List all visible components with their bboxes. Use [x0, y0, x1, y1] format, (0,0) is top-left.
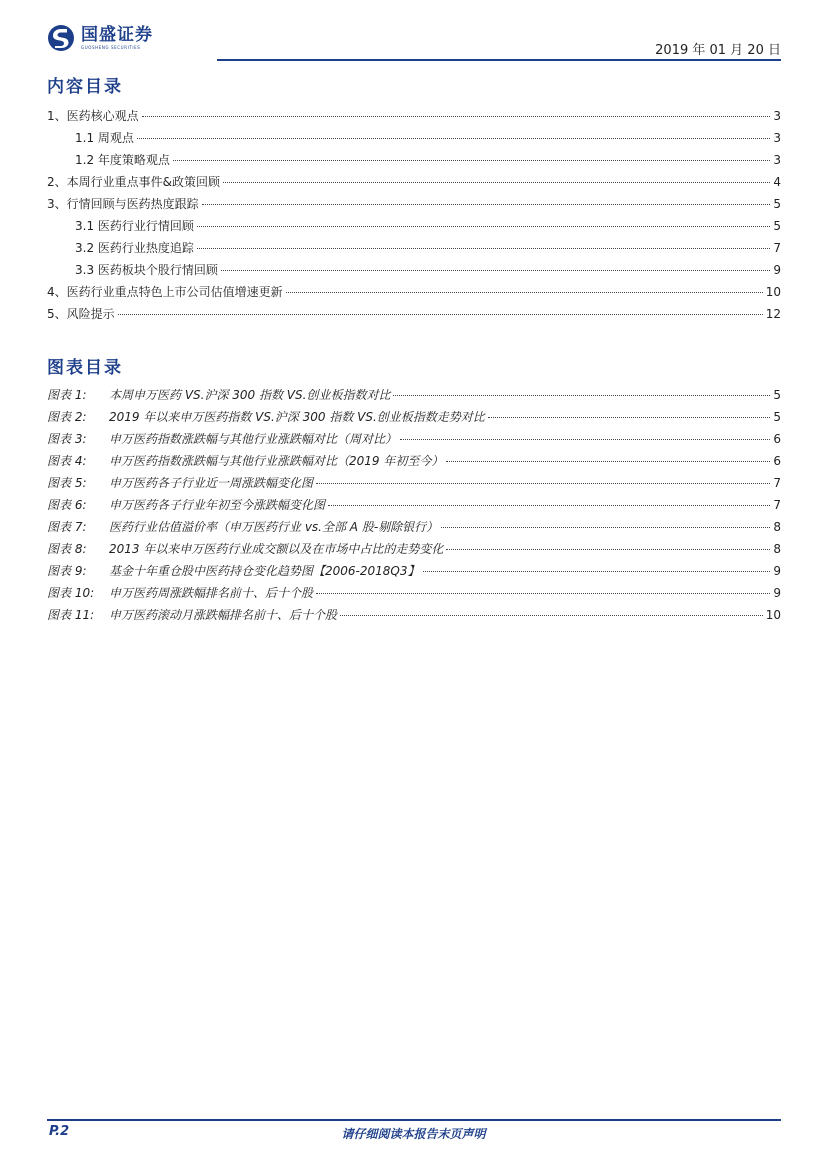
figure-entry-label: 申万医药周涨跌幅排名前十、后十个股	[109, 586, 314, 600]
toc-entry-page: 9	[773, 263, 781, 277]
figure-entry[interactable]	[47, 408, 781, 430]
logo-text: 国盛证券	[81, 24, 153, 45]
toc-entry-label: 5、风险提示	[47, 307, 115, 321]
dot-leader	[221, 270, 770, 271]
figure-entry-label: 申万医药滚动月涨跌幅排名前十、后十个股	[109, 608, 338, 622]
toc-entry-label: 3.2 医药行业热度追踪	[75, 241, 194, 255]
figure-entry[interactable]	[47, 496, 781, 518]
toc-entry[interactable]	[47, 151, 781, 173]
page-header	[47, 22, 781, 60]
figure-entry-page: 9	[773, 564, 781, 578]
toc-entry-page: 5	[773, 219, 781, 233]
toc-entry[interactable]	[47, 107, 781, 129]
figure-entry-number: 图表 9:	[47, 564, 87, 578]
toc-entry[interactable]	[47, 305, 781, 327]
toc-entry[interactable]	[47, 239, 781, 261]
dot-leader	[393, 395, 770, 396]
toc-entry-page: 4	[773, 175, 781, 189]
toc-entry[interactable]	[47, 173, 781, 195]
dot-leader	[223, 182, 770, 183]
figure-entry[interactable]	[47, 430, 781, 452]
figure-entry[interactable]	[47, 452, 781, 474]
figure-entry[interactable]	[47, 518, 781, 540]
company-logo	[47, 24, 153, 52]
disclaimer-notice: 请仔细阅读本报告末页声明	[341, 1127, 486, 1141]
figure-entry-page: 9	[773, 586, 781, 600]
toc-entry-label: 3.1 医药行业行情回顾	[75, 219, 194, 233]
figure-entry-page: 10	[765, 608, 781, 622]
dot-leader	[423, 571, 771, 572]
figure-entry-label: 申万医药指数涨跌幅与其他行业涨跌幅对比（2019 年初至今）	[109, 454, 444, 468]
toc-entry-label: 3.3 医药板块个股行情回顾	[75, 263, 218, 277]
figure-entry-page: 8	[773, 542, 781, 556]
dot-leader	[340, 615, 763, 616]
toc-entry[interactable]	[47, 217, 781, 239]
figure-entry-number: 图表 3:	[47, 432, 87, 446]
figure-entry-page: 7	[773, 476, 781, 490]
figure-entry-label: 申万医药各子行业近一周涨跌幅变化图	[109, 476, 314, 490]
figure-entry[interactable]	[47, 584, 781, 606]
toc-entry-page: 3	[773, 131, 781, 145]
dot-leader	[316, 483, 770, 484]
figure-entry-number: 图表 1:	[47, 388, 87, 402]
dot-leader	[316, 593, 770, 594]
figure-entry-number: 图表 2:	[47, 410, 87, 424]
logo-subtext: GUOSHENG SECURITIES	[81, 44, 141, 50]
toc-entry-label: 1.1 周观点	[75, 131, 134, 145]
figure-entry-label: 2013 年以来申万医药行业成交额以及在市场中占比的走势变化	[109, 542, 444, 556]
toc-entry-page: 7	[773, 241, 781, 255]
contents-title: 内容目录	[47, 77, 123, 97]
figure-entry-page: 6	[773, 454, 781, 468]
figure-entry[interactable]	[47, 540, 781, 562]
contents-list	[47, 107, 781, 327]
figure-entry-label: 申万医药指数涨跌幅与其他行业涨跌幅对比（周对比）	[109, 432, 398, 446]
toc-entry-label: 3、行情回顾与医药热度跟踪	[47, 197, 199, 211]
dot-leader	[173, 160, 770, 161]
dot-leader	[197, 226, 770, 227]
dot-leader	[446, 549, 770, 550]
dot-leader	[328, 505, 770, 506]
header-divider	[217, 59, 781, 61]
figure-entry-label: 2019 年以来申万医药指数 VS.沪深 300 指数 VS.创业板指数走势对比	[109, 410, 485, 424]
figure-entry-number: 图表 6:	[47, 498, 87, 512]
dot-leader	[441, 527, 770, 528]
figure-entry-page: 5	[773, 410, 781, 424]
footer-divider	[47, 1119, 781, 1121]
figure-entry-number: 图表 10:	[47, 586, 95, 600]
figure-entry-page: 5	[773, 388, 781, 402]
toc-entry-page: 12	[765, 307, 781, 321]
toc-entry-label: 2、本周行业重点事件&政策回顾	[47, 175, 220, 189]
figure-entry[interactable]	[47, 606, 781, 628]
figure-entry-number: 图表 7:	[47, 520, 87, 534]
figure-entry-number: 图表 5:	[47, 476, 87, 490]
figure-entry[interactable]	[47, 386, 781, 408]
toc-entry-page: 3	[773, 109, 781, 123]
figure-entry-page: 8	[773, 520, 781, 534]
guosheng-logo-icon	[47, 24, 75, 52]
dot-leader	[142, 116, 771, 117]
toc-entry-label: 1.2 年度策略观点	[75, 153, 170, 167]
toc-entry-label: 1、医药核心观点	[47, 109, 139, 123]
toc-entry[interactable]	[47, 283, 781, 305]
toc-entry-page: 10	[765, 285, 781, 299]
dot-leader	[286, 292, 763, 293]
figure-entry-number: 图表 8:	[47, 542, 87, 556]
toc-entry-page: 3	[773, 153, 781, 167]
figure-entry-page: 7	[773, 498, 781, 512]
figures-list	[47, 386, 781, 628]
dot-leader	[400, 439, 770, 440]
figure-entry-page: 6	[773, 432, 781, 446]
toc-entry[interactable]	[47, 129, 781, 151]
figure-entry-label: 医药行业估值溢价率（申万医药行业 vs.全部 A 股-剔除银行）	[109, 520, 439, 534]
dot-leader	[197, 248, 770, 249]
toc-entry-label: 4、医药行业重点特色上市公司估值增速更新	[47, 285, 283, 299]
figure-entry[interactable]	[47, 562, 781, 584]
page-number: P.2	[49, 1124, 70, 1139]
figure-entry-number: 图表 11:	[47, 608, 95, 622]
toc-entry[interactable]	[47, 261, 781, 283]
figure-entry[interactable]	[47, 474, 781, 496]
figure-entry-number: 图表 4:	[47, 454, 87, 468]
dot-leader	[446, 461, 770, 462]
toc-entry[interactable]	[47, 195, 781, 217]
toc-entry-page: 5	[773, 197, 781, 211]
figure-entry-label: 本周申万医药 VS.沪深 300 指数 VS.创业板指数对比	[109, 388, 391, 402]
dot-leader	[137, 138, 770, 139]
report-date: 2019 年 01 月 20 日	[655, 43, 781, 58]
figures-title: 图表目录	[47, 358, 123, 378]
figure-entry-label: 基金十年重仓股中医药持仓变化趋势图【2006-2018Q3】	[109, 564, 420, 578]
dot-leader	[202, 204, 771, 205]
dot-leader	[488, 417, 771, 418]
figure-entry-label: 申万医药各子行业年初至今涨跌幅变化图	[109, 498, 326, 512]
dot-leader	[118, 314, 763, 315]
